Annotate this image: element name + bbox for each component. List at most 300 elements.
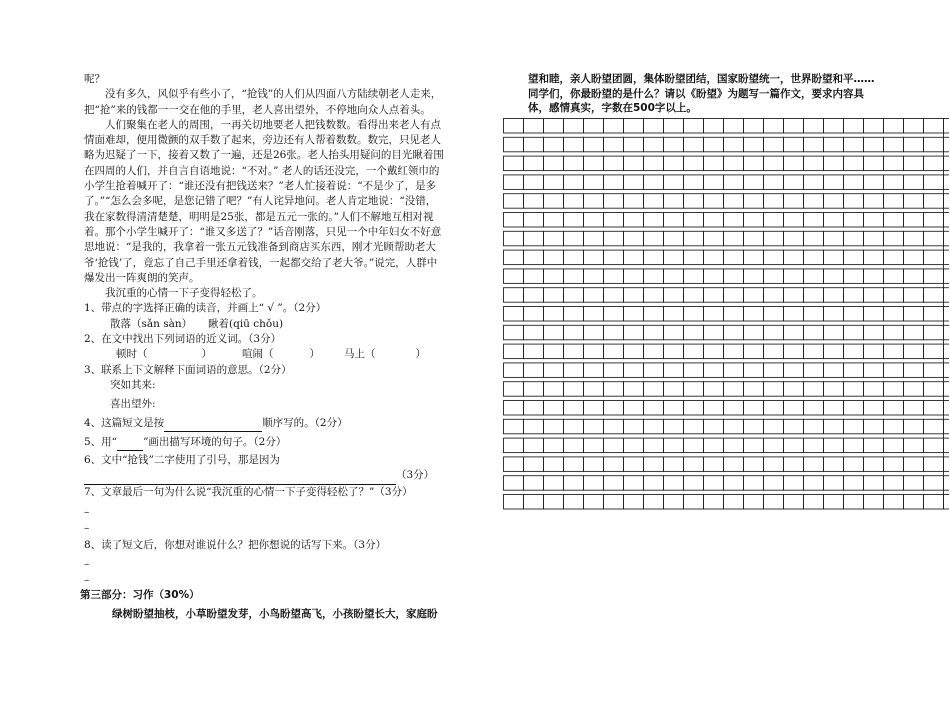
grid-cell[interactable]	[684, 231, 704, 246]
grid-cell[interactable]	[664, 325, 684, 340]
grid-cell[interactable]	[684, 344, 704, 359]
grid-cell[interactable]	[864, 419, 884, 434]
grid-cell[interactable]	[544, 419, 564, 434]
grid-cell[interactable]	[564, 156, 584, 171]
grid-cell[interactable]	[824, 344, 844, 359]
grid-cell[interactable]	[764, 325, 784, 340]
grid-cell[interactable]	[644, 288, 664, 303]
grid-cell[interactable]	[724, 213, 744, 228]
grid-cell[interactable]	[804, 363, 824, 378]
grid-cell[interactable]	[604, 269, 624, 284]
grid-cell[interactable]	[604, 156, 624, 171]
grid-cell[interactable]	[544, 288, 564, 303]
grid-cell[interactable]	[784, 175, 804, 190]
grid-cell[interactable]	[564, 419, 584, 434]
grid-cell[interactable]	[824, 194, 844, 209]
grid-cell[interactable]	[604, 419, 624, 434]
grid-cell[interactable]	[744, 175, 764, 190]
grid-cell[interactable]	[844, 438, 864, 453]
grid-cell[interactable]	[624, 288, 644, 303]
grid-cell[interactable]	[784, 137, 804, 152]
grid-cell[interactable]	[704, 213, 724, 228]
grid-cell[interactable]	[884, 119, 904, 134]
grid-cell[interactable]	[824, 250, 844, 265]
grid-cell[interactable]	[824, 119, 844, 134]
grid-cell[interactable]	[904, 156, 924, 171]
grid-cell[interactable]	[804, 401, 824, 416]
grid-cell[interactable]	[764, 401, 784, 416]
grid-cell[interactable]	[744, 495, 764, 510]
grid-cell[interactable]	[904, 344, 924, 359]
grid-cell[interactable]	[844, 457, 864, 472]
grid-cell[interactable]	[564, 382, 584, 397]
grid-cell[interactable]	[764, 231, 784, 246]
grid-cell[interactable]	[564, 119, 584, 134]
grid-cell[interactable]	[584, 156, 604, 171]
grid-cell[interactable]	[544, 194, 564, 209]
grid-cell[interactable]	[884, 401, 904, 416]
grid-cell[interactable]	[904, 476, 924, 491]
grid-cell[interactable]	[904, 363, 924, 378]
grid-cell[interactable]	[764, 250, 784, 265]
grid-cell[interactable]	[804, 495, 824, 510]
grid-cell[interactable]	[824, 495, 844, 510]
grid-cell[interactable]	[624, 175, 644, 190]
grid-row[interactable]	[504, 363, 944, 378]
grid-cell[interactable]	[924, 476, 944, 491]
grid-cell[interactable]	[864, 307, 884, 322]
grid-cell[interactable]	[824, 419, 844, 434]
grid-cell[interactable]	[764, 194, 784, 209]
grid-cell[interactable]	[504, 213, 524, 228]
grid-cell[interactable]	[624, 457, 644, 472]
grid-cell[interactable]	[704, 307, 724, 322]
grid-cell[interactable]	[904, 269, 924, 284]
grid-cell[interactable]	[564, 401, 584, 416]
grid-cell[interactable]	[624, 401, 644, 416]
grid-cell[interactable]	[904, 213, 924, 228]
grid-cell[interactable]	[684, 401, 704, 416]
grid-cell[interactable]	[764, 213, 784, 228]
grid-cell[interactable]	[604, 119, 624, 134]
grid-cell[interactable]	[804, 156, 824, 171]
grid-cell[interactable]	[664, 213, 684, 228]
grid-cell[interactable]	[564, 288, 584, 303]
grid-cell[interactable]	[624, 119, 644, 134]
grid-cell[interactable]	[704, 250, 724, 265]
grid-row[interactable]	[504, 476, 944, 491]
grid-row[interactable]	[504, 401, 944, 416]
grid-cell[interactable]	[784, 344, 804, 359]
grid-cell[interactable]	[684, 419, 704, 434]
grid-cell[interactable]	[884, 288, 904, 303]
grid-cell[interactable]	[504, 438, 524, 453]
grid-row[interactable]	[504, 250, 944, 265]
grid-cell[interactable]	[704, 288, 724, 303]
grid-cell[interactable]	[584, 401, 604, 416]
grid-row[interactable]	[504, 457, 944, 472]
grid-cell[interactable]	[524, 250, 544, 265]
grid-cell[interactable]	[644, 213, 664, 228]
grid-cell[interactable]	[604, 325, 624, 340]
grid-cell[interactable]	[504, 288, 524, 303]
grid-cell[interactable]	[864, 213, 884, 228]
grid-cell[interactable]	[884, 307, 904, 322]
grid-cell[interactable]	[884, 231, 904, 246]
grid-cell[interactable]	[884, 156, 904, 171]
grid-cell[interactable]	[864, 269, 884, 284]
grid-cell[interactable]	[584, 231, 604, 246]
grid-cell[interactable]	[624, 363, 644, 378]
grid-cell[interactable]	[504, 269, 524, 284]
grid-cell[interactable]	[704, 401, 724, 416]
grid-cell[interactable]	[784, 194, 804, 209]
grid-cell[interactable]	[624, 269, 644, 284]
grid-cell[interactable]	[644, 175, 664, 190]
grid-cell[interactable]	[784, 363, 804, 378]
grid-cell[interactable]	[864, 363, 884, 378]
grid-cell[interactable]	[864, 344, 884, 359]
grid-cell[interactable]	[584, 476, 604, 491]
grid-cell[interactable]	[904, 495, 924, 510]
grid-cell[interactable]	[684, 213, 704, 228]
grid-cell[interactable]	[544, 175, 564, 190]
grid-cell[interactable]	[764, 119, 784, 134]
grid-cell[interactable]	[804, 194, 824, 209]
grid-cell[interactable]	[664, 119, 684, 134]
grid-cell[interactable]	[824, 269, 844, 284]
grid-cell[interactable]	[864, 495, 884, 510]
grid-cell[interactable]	[864, 325, 884, 340]
grid-cell[interactable]	[644, 476, 664, 491]
grid-cell[interactable]	[724, 476, 744, 491]
grid-cell[interactable]	[844, 119, 864, 134]
grid-cell[interactable]	[704, 194, 724, 209]
grid-row[interactable]	[504, 344, 944, 359]
grid-cell[interactable]	[544, 119, 564, 134]
grid-cell[interactable]	[584, 288, 604, 303]
grid-cell[interactable]	[684, 137, 704, 152]
grid-cell[interactable]	[524, 137, 544, 152]
grid-cell[interactable]	[784, 419, 804, 434]
grid-cell[interactable]	[644, 382, 664, 397]
grid-cell[interactable]	[784, 457, 804, 472]
grid-row[interactable]	[504, 288, 944, 303]
grid-cell[interactable]	[764, 363, 784, 378]
grid-cell[interactable]	[924, 382, 944, 397]
grid-cell[interactable]	[544, 438, 564, 453]
grid-cell[interactable]	[504, 495, 524, 510]
grid-cell[interactable]	[584, 213, 604, 228]
grid-cell[interactable]	[864, 231, 884, 246]
grid-cell[interactable]	[704, 438, 724, 453]
grid-cell[interactable]	[784, 325, 804, 340]
grid-cell[interactable]	[564, 269, 584, 284]
grid-cell[interactable]	[864, 457, 884, 472]
grid-cell[interactable]	[504, 194, 524, 209]
grid-cell[interactable]	[584, 344, 604, 359]
grid-cell[interactable]	[564, 344, 584, 359]
grid-cell[interactable]	[844, 288, 864, 303]
grid-row[interactable]	[504, 307, 944, 322]
grid-cell[interactable]	[564, 457, 584, 472]
grid-cell[interactable]	[704, 156, 724, 171]
grid-cell[interactable]	[524, 156, 544, 171]
grid-cell[interactable]	[844, 325, 864, 340]
grid-cell[interactable]	[724, 269, 744, 284]
grid-cell[interactable]	[764, 269, 784, 284]
grid-cell[interactable]	[664, 495, 684, 510]
grid-cell[interactable]	[644, 119, 664, 134]
grid-cell[interactable]	[524, 438, 544, 453]
grid-cell[interactable]	[664, 231, 684, 246]
grid-cell[interactable]	[644, 231, 664, 246]
grid-cell[interactable]	[644, 401, 664, 416]
grid-cell[interactable]	[524, 213, 544, 228]
grid-cell[interactable]	[724, 457, 744, 472]
grid-cell[interactable]	[804, 250, 824, 265]
grid-cell[interactable]	[524, 401, 544, 416]
grid-cell[interactable]	[524, 495, 544, 510]
grid-row[interactable]	[504, 156, 944, 171]
grid-cell[interactable]	[784, 213, 804, 228]
grid-cell[interactable]	[544, 156, 564, 171]
grid-cell[interactable]	[884, 175, 904, 190]
grid-cell[interactable]	[664, 457, 684, 472]
grid-cell[interactable]	[624, 137, 644, 152]
grid-cell[interactable]	[744, 137, 764, 152]
grid-cell[interactable]	[924, 419, 944, 434]
grid-cell[interactable]	[784, 307, 804, 322]
grid-cell[interactable]	[804, 419, 824, 434]
grid-cell[interactable]	[644, 194, 664, 209]
q6-answer-line[interactable]	[84, 468, 396, 484]
grid-cell[interactable]	[924, 325, 944, 340]
grid-cell[interactable]	[664, 419, 684, 434]
grid-cell[interactable]	[744, 382, 764, 397]
grid-cell[interactable]	[644, 457, 664, 472]
grid-cell[interactable]	[784, 288, 804, 303]
grid-cell[interactable]	[664, 250, 684, 265]
grid-cell[interactable]	[624, 250, 644, 265]
grid-cell[interactable]	[724, 419, 744, 434]
grid-cell[interactable]	[584, 438, 604, 453]
grid-row[interactable]	[504, 194, 944, 209]
grid-cell[interactable]	[804, 175, 824, 190]
grid-cell[interactable]	[804, 344, 824, 359]
grid-cell[interactable]	[504, 457, 524, 472]
grid-cell[interactable]	[704, 495, 724, 510]
grid-cell[interactable]	[524, 363, 544, 378]
grid-cell[interactable]	[844, 269, 864, 284]
grid-cell[interactable]	[744, 344, 764, 359]
grid-cell[interactable]	[584, 119, 604, 134]
grid-cell[interactable]	[824, 175, 844, 190]
grid-cell[interactable]	[884, 419, 904, 434]
grid-cell[interactable]	[744, 250, 764, 265]
grid-cell[interactable]	[724, 438, 744, 453]
grid-cell[interactable]	[824, 476, 844, 491]
grid-cell[interactable]	[844, 307, 864, 322]
grid-cell[interactable]	[864, 288, 884, 303]
grid-cell[interactable]	[864, 156, 884, 171]
grid-cell[interactable]	[704, 325, 724, 340]
grid-cell[interactable]	[764, 344, 784, 359]
grid-cell[interactable]	[764, 175, 784, 190]
grid-cell[interactable]	[684, 288, 704, 303]
grid-cell[interactable]	[724, 495, 744, 510]
grid-cell[interactable]	[744, 457, 764, 472]
grid-cell[interactable]	[904, 401, 924, 416]
grid-cell[interactable]	[904, 438, 924, 453]
grid-cell[interactable]	[844, 231, 864, 246]
grid-cell[interactable]	[644, 419, 664, 434]
grid-cell[interactable]	[684, 307, 704, 322]
q4-answer-line[interactable]	[164, 416, 262, 432]
grid-cell[interactable]	[644, 363, 664, 378]
grid-cell[interactable]	[604, 344, 624, 359]
grid-cell[interactable]	[824, 137, 844, 152]
grid-cell[interactable]	[704, 363, 724, 378]
grid-cell[interactable]	[924, 401, 944, 416]
grid-cell[interactable]	[784, 156, 804, 171]
grid-cell[interactable]	[844, 213, 864, 228]
grid-cell[interactable]	[744, 269, 764, 284]
grid-cell[interactable]	[584, 175, 604, 190]
grid-cell[interactable]	[844, 419, 864, 434]
grid-cell[interactable]	[804, 288, 824, 303]
grid-cell[interactable]	[784, 438, 804, 453]
grid-cell[interactable]	[504, 382, 524, 397]
grid-cell[interactable]	[644, 438, 664, 453]
grid-cell[interactable]	[904, 288, 924, 303]
grid-cell[interactable]	[504, 419, 524, 434]
grid-cell[interactable]	[904, 457, 924, 472]
grid-cell[interactable]	[804, 307, 824, 322]
grid-cell[interactable]	[744, 194, 764, 209]
grid-cell[interactable]	[924, 288, 944, 303]
grid-cell[interactable]	[924, 213, 944, 228]
grid-cell[interactable]	[744, 156, 764, 171]
grid-cell[interactable]	[824, 156, 844, 171]
grid-cell[interactable]	[904, 250, 924, 265]
grid-cell[interactable]	[684, 325, 704, 340]
grid-cell[interactable]	[664, 307, 684, 322]
grid-cell[interactable]	[504, 175, 524, 190]
grid-cell[interactable]	[504, 156, 524, 171]
grid-cell[interactable]	[704, 137, 724, 152]
grid-cell[interactable]	[684, 194, 704, 209]
grid-cell[interactable]	[824, 231, 844, 246]
grid-cell[interactable]	[544, 344, 564, 359]
grid-cell[interactable]	[564, 231, 584, 246]
grid-cell[interactable]	[924, 231, 944, 246]
grid-cell[interactable]	[544, 137, 564, 152]
grid-cell[interactable]	[704, 231, 724, 246]
grid-cell[interactable]	[504, 137, 524, 152]
grid-cell[interactable]	[524, 457, 544, 472]
grid-cell[interactable]	[544, 269, 564, 284]
grid-cell[interactable]	[764, 307, 784, 322]
grid-cell[interactable]	[664, 269, 684, 284]
grid-cell[interactable]	[664, 194, 684, 209]
grid-cell[interactable]	[884, 325, 904, 340]
grid-cell[interactable]	[884, 382, 904, 397]
grid-cell[interactable]	[544, 213, 564, 228]
grid-cell[interactable]	[904, 119, 924, 134]
grid-cell[interactable]	[564, 325, 584, 340]
grid-cell[interactable]	[704, 419, 724, 434]
grid-cell[interactable]	[804, 476, 824, 491]
grid-cell[interactable]	[884, 344, 904, 359]
grid-cell[interactable]	[924, 307, 944, 322]
grid-cell[interactable]	[764, 457, 784, 472]
grid-cell[interactable]	[684, 363, 704, 378]
grid-cell[interactable]	[544, 382, 564, 397]
grid-cell[interactable]	[504, 231, 524, 246]
grid-cell[interactable]	[844, 382, 864, 397]
grid-row[interactable]	[504, 175, 944, 190]
grid-cell[interactable]	[724, 119, 744, 134]
grid-cell[interactable]	[604, 231, 624, 246]
grid-cell[interactable]	[524, 175, 544, 190]
grid-cell[interactable]	[544, 231, 564, 246]
grid-cell[interactable]	[624, 495, 644, 510]
grid-cell[interactable]	[544, 495, 564, 510]
grid-cell[interactable]	[684, 438, 704, 453]
grid-cell[interactable]	[664, 175, 684, 190]
grid-cell[interactable]	[744, 401, 764, 416]
grid-cell[interactable]	[804, 119, 824, 134]
grid-cell[interactable]	[784, 269, 804, 284]
grid-cell[interactable]	[564, 495, 584, 510]
grid-cell[interactable]	[824, 288, 844, 303]
grid-cell[interactable]	[584, 307, 604, 322]
grid-cell[interactable]	[764, 438, 784, 453]
grid-cell[interactable]	[704, 344, 724, 359]
grid-cell[interactable]	[724, 307, 744, 322]
grid-cell[interactable]	[684, 457, 704, 472]
grid-cell[interactable]	[784, 382, 804, 397]
grid-cell[interactable]	[504, 344, 524, 359]
grid-cell[interactable]	[564, 194, 584, 209]
grid-cell[interactable]	[644, 495, 664, 510]
grid-cell[interactable]	[924, 269, 944, 284]
grid-cell[interactable]	[884, 363, 904, 378]
grid-cell[interactable]	[844, 401, 864, 416]
grid-row[interactable]	[504, 438, 944, 453]
grid-cell[interactable]	[864, 119, 884, 134]
grid-cell[interactable]	[524, 269, 544, 284]
grid-cell[interactable]	[864, 175, 884, 190]
grid-cell[interactable]	[704, 175, 724, 190]
grid-row[interactable]	[504, 495, 944, 510]
grid-cell[interactable]	[784, 119, 804, 134]
grid-cell[interactable]	[704, 476, 724, 491]
grid-row[interactable]	[504, 137, 944, 152]
grid-cell[interactable]	[564, 307, 584, 322]
grid-cell[interactable]	[604, 363, 624, 378]
grid-cell[interactable]	[504, 363, 524, 378]
grid-cell[interactable]	[704, 269, 724, 284]
grid-cell[interactable]	[724, 401, 744, 416]
grid-cell[interactable]	[524, 476, 544, 491]
grid-cell[interactable]	[644, 269, 664, 284]
grid-cell[interactable]	[924, 175, 944, 190]
grid-cell[interactable]	[844, 194, 864, 209]
grid-cell[interactable]	[624, 419, 644, 434]
grid-cell[interactable]	[624, 438, 644, 453]
